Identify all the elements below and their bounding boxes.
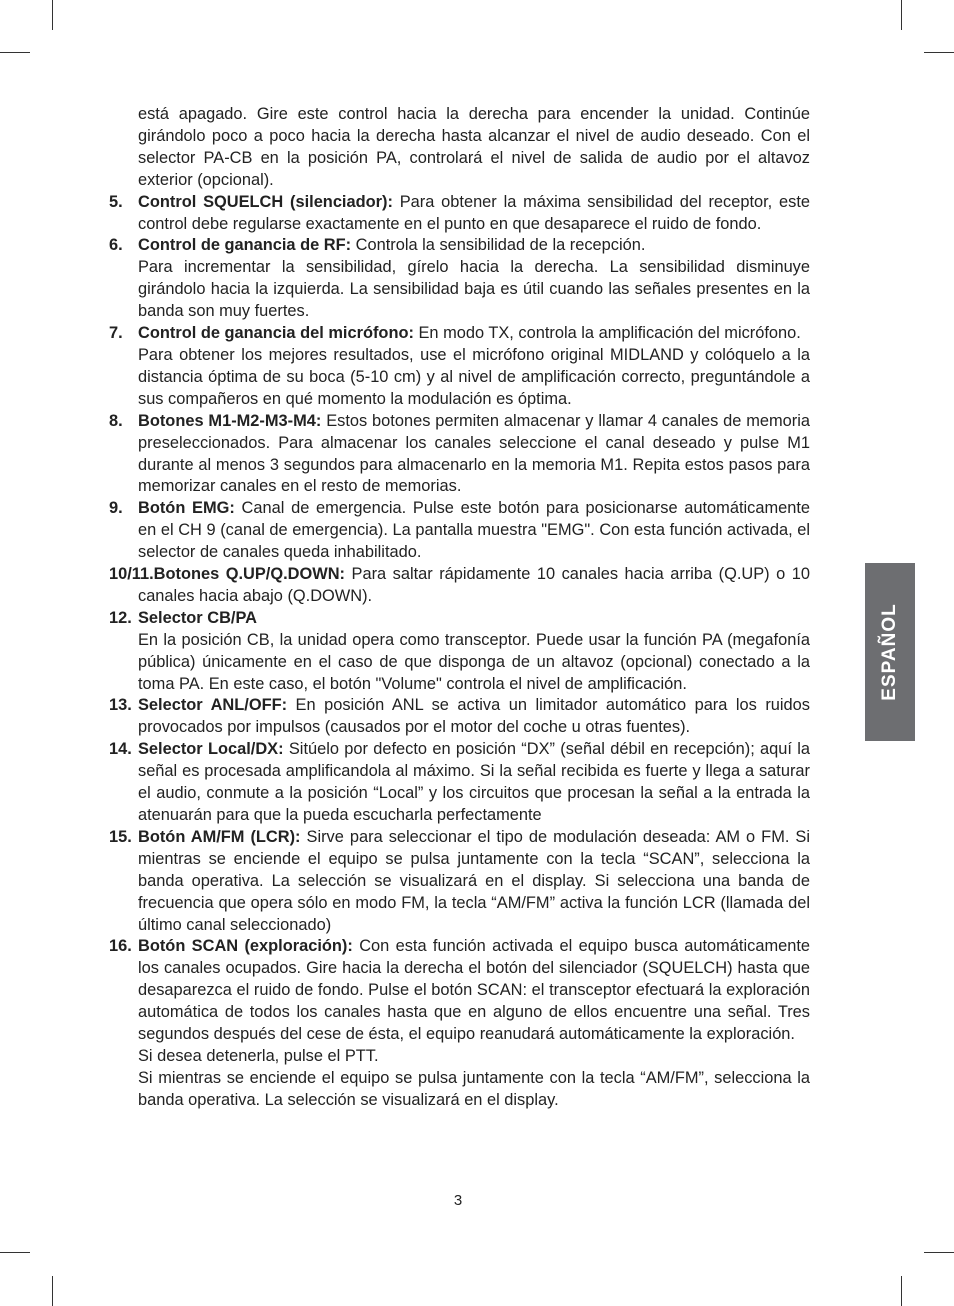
item-text: Para saltar rápidamente 10 canales hacia arriba (Q.UP) o 10 canales hacia abajo (Q.DOWN). [138,565,810,605]
crop-mark [52,0,53,30]
item-paragraph: En la posición CB, la unidad opera como transceptor. Puede usar la función PA (megafonía pública) únicamente en el caso de que disponga de un altavoz (opcional) conectado a la toma PA. En este caso, el botón "Volume" controla el nivel de amplificación. [138,630,810,693]
list-item [109,323,810,411]
item-number: 10/11. [109,565,154,584]
item-text: Con esta función activada el equipo busca automáticamente los canales ocupados. Gire hacia la derecha el botón del silenciador (SQUELCH) hasta que desaparezca el ruido de fondo. Pulse el botón SCAN: el transceptor efectuará la exploración automática de todos los canales hasta que en alguno de ellos encuentre una señal. Tres segundos después del cese de ésta, el equipo reanudará automáticamente la exploración. [138,937,810,1044]
item-text: Para obtener la máxima sensibilidad del receptor, este control debe regularse exactamente en el punto en que desaparece el ruido de fondo. [138,192,811,233]
crop-mark [0,1252,30,1253]
page-number: 3 [453,1192,463,1209]
crop-mark [0,52,30,53]
item-number: 7. [109,324,123,343]
item-number: 12. [109,608,132,627]
item-number: 5. [109,192,123,211]
item-title: Control de ganancia del micrófono: [138,324,414,343]
item-title: Botón SCAN (exploración): [138,937,353,956]
item-text: Sitúelo por defecto en posición “DX” (señal débil en recepción); aquí la señal es procesada amplificandola al máximo. Si la señal recibida es fuerte y llega a saturar el audio, conmute a la posición “Local” y los circuitos que procesan la señal a la entrada la atenuarán para que la pueda escucharla perfectamente [138,740,811,824]
item-text: Canal de emergencia. Pulse este botón para posicionarse automáticamente en el CH 9 (canal de emergencia). La pantalla muestra "EMG". Con esta función activada, el selector de canales queda inhabilitado. [138,499,811,562]
list-item [109,192,810,236]
crop-mark [924,1252,954,1253]
item-paragraph: Si desea detenerla, pulse el PTT. [138,1046,379,1065]
item-number: 14. [109,740,132,759]
item-number: 15. [109,827,132,846]
list-item [109,936,810,1111]
item-number: 8. [109,411,123,430]
item-number: 16. [109,937,132,956]
manual-text [109,104,810,1112]
crop-mark [52,1276,53,1306]
language-tab [865,563,915,741]
item-text: En posición ANL se activa un limitador automático para los ruidos provocados por impulsos (causados por el motor del coche u otras fuentes). [138,696,810,737]
intro-paragraph: está apagado. Gire este control hacia la derecha para encender la unidad. Continúe girándolo poco a poco hacia la derecha hasta alcanzar el nivel de audio deseado. Con el selector PA-CB en la posición PA, controlará el nivel de salida de audio por el altavoz exterior (opcional). [138,105,810,189]
list-item [109,498,810,564]
list-item [109,827,810,937]
item-paragraph: Para obtener los mejores resultados, use el micrófono original MIDLAND y colóquelo a la distancia óptima de su boca (5-10 cm) y al nivel de amplificación correcto, preguntándole a sus compañeros en qué momento la modulación es óptima. [138,345,810,408]
item-paragraph: Si mientras se enciende el equipo se pulsa juntamente con la tecla “AM/FM”, selecciona la banda operativa. La selección se visualizará en el display. [138,1068,810,1109]
item-title: Selector ANL/OFF: [138,696,288,715]
crop-mark [901,0,902,30]
item-paragraph: Para incrementar la sensibilidad, gírelo hacia la derecha. La sensibilidad disminuye girándolo hacia la izquierda. La sensibilidad baja es útil cuando las señales presentes en la banda son muy fuertes. [138,258,810,321]
item-title: Control de ganancia de RF: [138,236,352,255]
item-text: Sirve para seleccionar el tipo de modulación deseada: AM o FM. Si mientras se enciende el equipo se pulsa juntamente con la tecla “SCAN”, selecciona la banda operativa. La selección se visualizará en el display. Si selecciona una banda de frecuencia que opera sólo en modo FM, la tecla “AM/FM” activa la función LCR (llamada del último canal seleccionado) [138,827,810,934]
item-text: En modo TX, controla la amplificación del micrófono. [413,324,801,343]
list-item [109,608,810,696]
item-title: Botones M1-M2-M3-M4: [138,411,322,430]
item-title: Botones Q.UP/Q.DOWN: [153,565,346,584]
crop-mark [924,52,954,53]
list-item [109,739,810,827]
item-title: Control SQUELCH (silenciador): [138,192,393,211]
list-item [109,411,810,499]
language-tab-label: ESPAÑOL [879,603,900,701]
list-item-10-11 [109,564,810,608]
crop-mark [901,1276,902,1306]
item-text: Estos botones permiten almacenar y llamar 4 canales de memoria preseleccionados. Para almacenar los canales seleccione el canal deseado y pulse M1 durante al menos 3 segundos para almacenarlo en la memoria M1. Repita estos pasos para memorizar canales en el resto de memorias. [138,411,810,496]
item-title: Selector Local/DX: [138,740,284,759]
list-item [109,695,810,739]
item-title: Selector CB/PA [138,608,258,627]
item-text: Controla la sensibilidad de la recepción. [351,236,646,255]
item-number: 9. [109,499,123,518]
item-title: Botón EMG: [138,499,235,518]
list-item [109,235,810,323]
item-number: 6. [109,236,123,255]
item-number: 13. [109,696,132,715]
item-title: Botón AM/FM (LCR): [138,827,301,846]
